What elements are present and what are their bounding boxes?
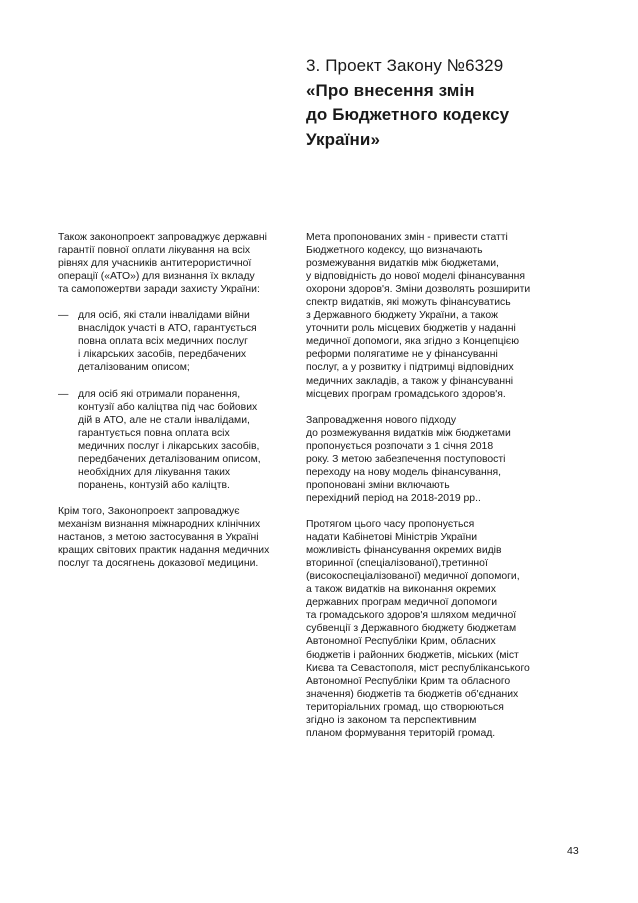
intro-paragraph <box>58 231 298 296</box>
text-line: внаслідок участі в АТО, гарантується <box>78 323 257 335</box>
text-line: медичних закладів, а також у фінансуванні <box>306 375 514 387</box>
text-line: Автономної Республіки Крим та обласного <box>306 675 511 687</box>
transition-paragraph <box>306 414 596 505</box>
paragraph-gap <box>306 505 596 518</box>
law-title-line: до Бюджетного кодексу <box>306 105 510 124</box>
text-line: охорони здоров'я. Зміни дозволять розширити <box>306 284 531 296</box>
text-line: вторинної (спеціалізованої),третинної <box>306 558 488 570</box>
dash-bullet: — <box>58 388 69 400</box>
text-line: Також законопроект запроваджує державні <box>58 232 267 243</box>
text-line: послуг, а у розвитку і підтримці відповідних <box>306 362 514 374</box>
text-line: Мета пропонованих змін - привести статті <box>306 232 508 243</box>
text-line: дій в АТО, але не стали інвалідами, <box>78 414 250 426</box>
text-line: медичної допомоги, яка згідно з Концепцією <box>306 336 520 348</box>
text-line: реформи полягатиме не у фінансуванні <box>306 349 498 361</box>
section-heading <box>306 54 596 152</box>
text-line: Бюджетного кодексу, що визначають <box>306 245 483 257</box>
text-line: послуг та досягнень доказової медицини. <box>58 558 259 570</box>
text-line: медичних послуг і лікарських засобів, <box>78 440 260 452</box>
law-title-line: «Про внесення змін <box>306 80 475 100</box>
text-line: кращих світових практик надання медичних <box>58 545 270 557</box>
text-line: гарантії повної оплати лікування на всіх <box>58 245 251 257</box>
dash-bullet: — <box>58 310 69 322</box>
dash-list-item <box>58 309 298 374</box>
text-line: з Державного бюджету України, а також <box>306 310 498 322</box>
text-line: до розмежування видатків між бюджетами <box>306 427 511 439</box>
text-line: уточнити роль місцевих бюджетів у наданні <box>306 323 516 335</box>
text-line: Автономної Республіки Крим, обласних <box>306 636 496 648</box>
text-line: територіальних громад, що створюються <box>306 701 504 713</box>
text-line: повна оплата всіх медичних послуг <box>78 336 248 348</box>
paragraph-gap <box>58 492 298 505</box>
text-line: Запровадження нового підходу <box>306 414 457 426</box>
text-line: у відповідність до нової моделі фінансування <box>306 271 526 283</box>
text-line: бюджетів і районних бюджетів, міських (міст <box>306 649 519 661</box>
subvention-paragraph <box>306 518 596 740</box>
text-line: настанов, з метою застосування в Україні <box>58 532 259 544</box>
text-line: Києва та Севастополя, міст республіканського <box>306 662 530 674</box>
text-line: значення) бюджетів та бюджетів об'єднаних <box>306 688 519 700</box>
text-line: спектр видатків, які можуть фінансуватись <box>306 297 511 309</box>
purpose-paragraph <box>306 231 596 401</box>
text-line: переходу на нову модель фінансування, <box>306 466 502 478</box>
text-line: гарантується повна оплата всіх <box>78 427 230 439</box>
text-line: планом формування територій громад. <box>306 727 496 739</box>
left-column <box>58 231 298 570</box>
text-line: контузії або каліцтва під час бойових <box>78 401 258 413</box>
text-line: Протягом цього часу пропонується <box>306 519 475 531</box>
text-line: рівнях для учасників антитерористичної <box>58 258 252 270</box>
section-number: 3. Проект Закону №6329 <box>306 56 504 75</box>
closing-paragraph <box>58 505 298 570</box>
text-line: деталізованим описом; <box>78 362 190 374</box>
page-number: 43 <box>567 845 579 857</box>
text-line: механізм визнання міжнародних клінічних <box>58 519 261 531</box>
text-line: субвенції з Державного бюджету бюджетам <box>306 623 517 635</box>
text-line: передбачених деталізованим описом, <box>78 453 261 465</box>
text-line: для осіб, які стали інвалідами війни <box>78 310 250 322</box>
text-line: та самопожертви заради захисту України: <box>58 284 260 296</box>
dash-list-item <box>58 388 298 492</box>
paragraph-gap <box>58 296 298 309</box>
text-line: надати Кабінетові Міністрів України <box>306 532 478 544</box>
text-line: операції («АТО») для визнання їх вкладу <box>58 271 255 283</box>
text-line: необхідних для лікування таких <box>78 466 231 478</box>
text-line: перехідний період на 2018-2019 рр.. <box>306 492 481 504</box>
text-line: Крім того, Законопроект запроваджує <box>58 505 240 517</box>
text-line: пропонується розпочати з 1 січня 2018 <box>306 440 494 452</box>
text-line: і лікарських засобів, передбачених <box>78 349 247 361</box>
text-line: року. З метою забезпечення поступовості <box>306 453 506 465</box>
text-line: а також видатків на виконання окремих <box>306 584 496 596</box>
text-line: державних програм медичної допомоги <box>306 597 498 609</box>
right-column <box>306 231 596 740</box>
text-line: пропоновані зміни включають <box>306 479 450 491</box>
text-line: згідно із законом та перспективним <box>306 714 477 726</box>
text-line: поранень, контузій або каліцтв. <box>78 479 230 491</box>
paragraph-gap <box>306 401 596 414</box>
text-line: можливість фінансування окремих видів <box>306 545 502 557</box>
text-line: та громадського здоров'я шляхом медичної <box>306 610 517 622</box>
text-line: розмежування видатків між бюджетами, <box>306 258 499 270</box>
text-line: для осіб які отримали поранення, <box>78 388 241 400</box>
law-title-line: України» <box>306 129 381 149</box>
paragraph-gap <box>58 375 298 388</box>
text-line: (високоспеціалізованої) медичної допомоги, <box>306 571 520 583</box>
text-line: місцевих програм громадського здоров'я. <box>306 388 506 400</box>
